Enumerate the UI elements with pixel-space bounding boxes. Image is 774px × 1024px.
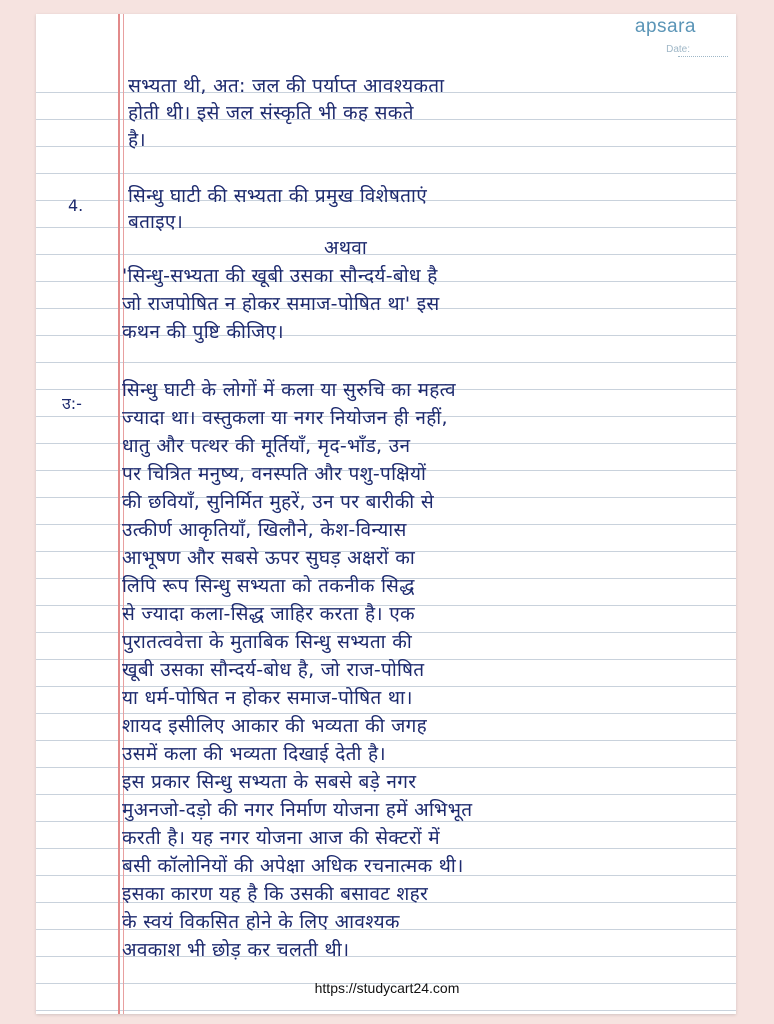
margin-line bbox=[118, 14, 120, 1014]
source-url: https://studycart24.com bbox=[314, 980, 460, 996]
answer-line: धातु और पत्थर की मूर्तियाँ, मृद-भाँड, उन bbox=[122, 435, 411, 457]
answer-line: करती है। यह नगर योजना आज की सेक्टरों में bbox=[122, 827, 440, 849]
question-line-1: सिन्धु घाटी की सभ्यता की प्रमुख विशेषताएं bbox=[128, 185, 428, 207]
answer-line: अवकाश भी छोड़ कर चलती थी। bbox=[122, 939, 350, 961]
answer-line: से ज्यादा कला-सिद्ध जाहिर करता है। एक bbox=[122, 603, 415, 625]
answer-line: सिन्धु घाटी के लोगों में कला या सुरुचि का महत्व bbox=[122, 379, 456, 401]
alt-question-line-3: कथन की पुष्टि कीजिए। bbox=[122, 321, 284, 343]
answer-line: पुरातत्ववेत्ता के मुताबिक सिन्धु सभ्यता की bbox=[122, 631, 413, 653]
notebook-page bbox=[36, 14, 736, 1014]
alt-question-line-2: जो राजपोषित न होकर समाज-पोषित था' इस bbox=[122, 293, 440, 315]
answer-line: बसी कॉलोनियों की अपेक्षा अधिक रचनात्मक थी। bbox=[122, 855, 464, 877]
intro-line-3: है। bbox=[128, 129, 146, 151]
answer-line: या धर्म-पोषित न होकर समाज-पोषित था। bbox=[122, 687, 413, 709]
intro-line-2: होती थी। इसे जल संस्कृति भी कह सकते bbox=[128, 102, 414, 124]
question-line-2: बताइए। bbox=[128, 211, 184, 233]
brand-logo: apsara bbox=[634, 16, 696, 37]
answer-line: उसमें कला की भव्यता दिखाई देती है। bbox=[122, 743, 386, 765]
answer-line: के स्वयं विकसित होने के लिए आवश्यक bbox=[122, 911, 400, 933]
date-field-line bbox=[678, 56, 728, 57]
intro-line-1: सभ्यता थी, अत: जल की पर्याप्त आवश्यकता bbox=[128, 75, 445, 97]
answer-line: इसका कारण यह है कि उसकी बसावट शहर bbox=[122, 883, 429, 905]
answer-line: उत्कीर्ण आकृतियाँ, खिलौने, केश-विन्यास bbox=[122, 519, 407, 541]
question-number: 4. bbox=[68, 196, 84, 215]
date-label: Date: bbox=[666, 44, 690, 55]
answer-line: शायद इसीलिए आकार की भव्यता की जगह bbox=[122, 715, 428, 737]
answer-line: मुअनजो-दड़ो की नगर निर्माण योजना हमें अभिभूत bbox=[122, 799, 473, 821]
answer-line: पर चित्रित मनुष्य, वनस्पति और पशु-पक्षियों bbox=[122, 463, 427, 485]
answer-line: आभूषण और सबसे ऊपर सुघड़ अक्षरों का bbox=[122, 547, 416, 569]
answer-line: ज्यादा था। वस्तुकला या नगर नियोजन ही नहीं, bbox=[122, 407, 448, 429]
answer-line: इस प्रकार सिन्धु सभ्यता के सबसे बड़े नगर bbox=[122, 771, 417, 793]
answer-line: लिपि रूप सिन्धु सभ्यता को तकनीक सिद्ध bbox=[122, 575, 415, 597]
or-label: अथवा bbox=[324, 237, 368, 259]
page-header-band bbox=[36, 14, 736, 72]
answer-label: उ:- bbox=[62, 394, 82, 413]
answer-line: की छवियाँ, सुनिर्मित मुहरें, उन पर बारीकी से bbox=[122, 491, 434, 513]
answer-line: खूबी उसका सौन्दर्य-बोध है, जो राज-पोषित bbox=[122, 659, 425, 681]
alt-question-line-1: 'सिन्धु-सभ्यता की खूबी उसका सौन्दर्य-बोध है bbox=[122, 265, 438, 287]
